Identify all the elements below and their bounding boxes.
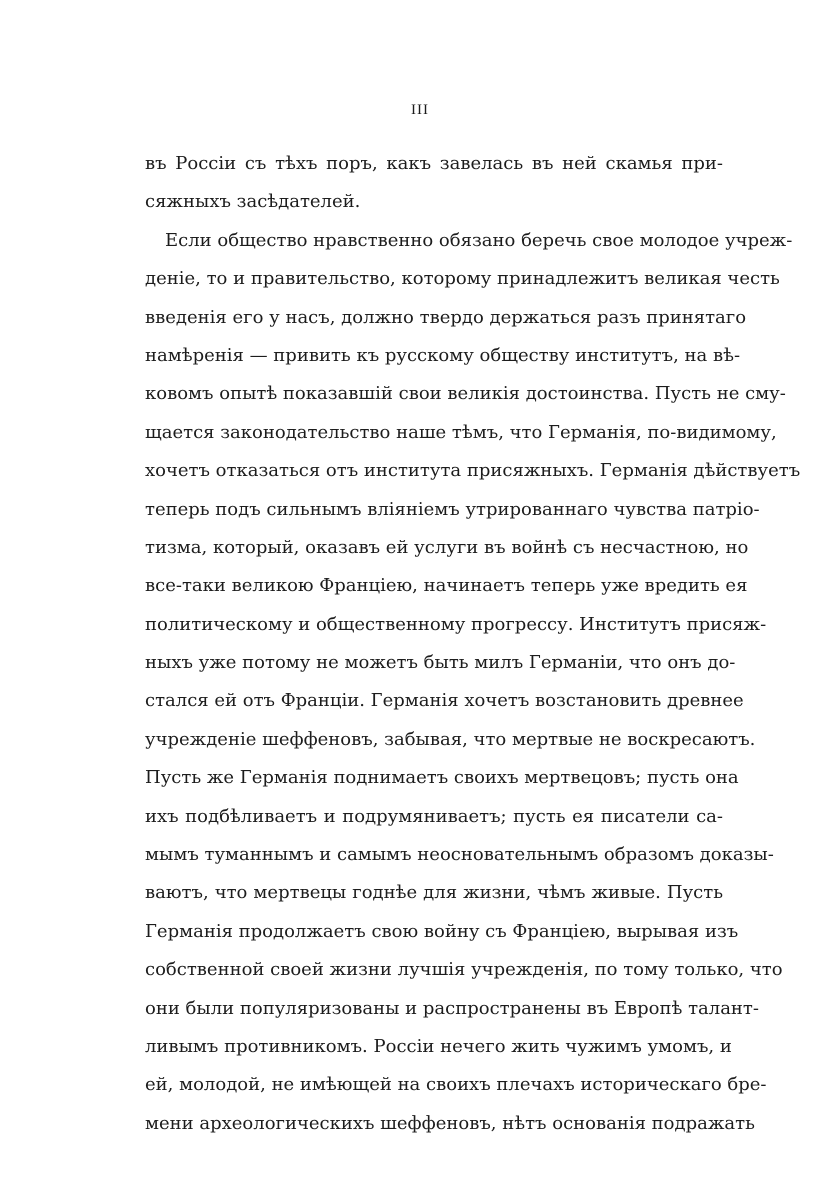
page-number: III (411, 102, 429, 118)
text-line: ковомъ опытѣ показавшій свои великія достоинства. Пусть не сму- (145, 383, 786, 405)
text-line: ей, молодой, не имѣющей на своихъ плечахъ историческаго бре- (145, 1074, 767, 1096)
text-line: щается законодательство наше тѣмъ, что Германія, по-видимому, (145, 421, 777, 443)
paragraph-continuation (145, 145, 723, 222)
text-line: стался ей отъ Франціи. Германія хочетъ возстановить древнее (145, 690, 744, 712)
text-line: все-таки великою Франціею, начинаетъ теперь уже вредить ея (145, 575, 748, 597)
text-line: деніе, то и правительство, которому принадлежитъ великая честь (145, 268, 780, 290)
text-line: введенія его у насъ, должно твердо держаться разъ принятаго (145, 306, 747, 328)
text-line: намѣренія — привить къ русскому обществу институтъ, на вѣ- (145, 344, 741, 366)
text-line: хочетъ отказаться отъ института присяжныхъ. Германія дѣйствуетъ (145, 460, 801, 482)
text-line: тизма, который, оказавъ ей услуги въ войнѣ съ несчастною, но (145, 536, 749, 558)
body-text (145, 145, 801, 1143)
text-line: теперь подъ сильнымъ вліяніемъ утрированнаго чувства патріо- (145, 498, 760, 520)
text-line: ихъ подбѣливаетъ и подрумяниваетъ; пусть ея писатели са- (145, 805, 723, 827)
text-line: ливымъ противникомъ. Россіи нечего жить чужимъ умомъ, и (145, 1035, 732, 1057)
text-line: Если общество нравственно обязано беречь свое молодое учреж- (165, 229, 793, 251)
text-line: сяжныхъ засѣдателей. (145, 191, 361, 213)
text-line: мени археологическихъ шеффеновъ, нѣтъ основанія подражать (145, 1112, 755, 1134)
paragraph-main (145, 222, 801, 1143)
text-line: мымъ туманнымъ и самымъ неосновательнымъ образомъ доказы- (145, 844, 774, 866)
text-line: ныхъ уже потому не можетъ быть милъ Германіи, что онъ до- (145, 652, 736, 674)
text-line: Пусть же Германія поднимаетъ своихъ мертвецовъ; пусть она (145, 767, 739, 789)
text-line: Германія продолжаетъ свою войну съ Франціею, вырывая изъ (145, 920, 739, 942)
text-line: они были популяризованы и распространены въ Европѣ талант- (145, 997, 759, 1019)
text-line: ваютъ, что мертвецы годнѣе для жизни, чѣмъ живые. Пусть (145, 882, 723, 904)
text-line: политическому и общественному прогрессу. Институтъ присяж- (145, 613, 767, 635)
text-line: учрежденіе шеффеновъ, забывая, что мертвые не воскресаютъ. (145, 728, 756, 750)
text-line: собственной своей жизни лучшія учрежденія, по тому только, что (145, 959, 783, 981)
text-line: въ Россіи съ тѣхъ поръ, какъ завелась въ ней скамья при- (145, 153, 723, 174)
